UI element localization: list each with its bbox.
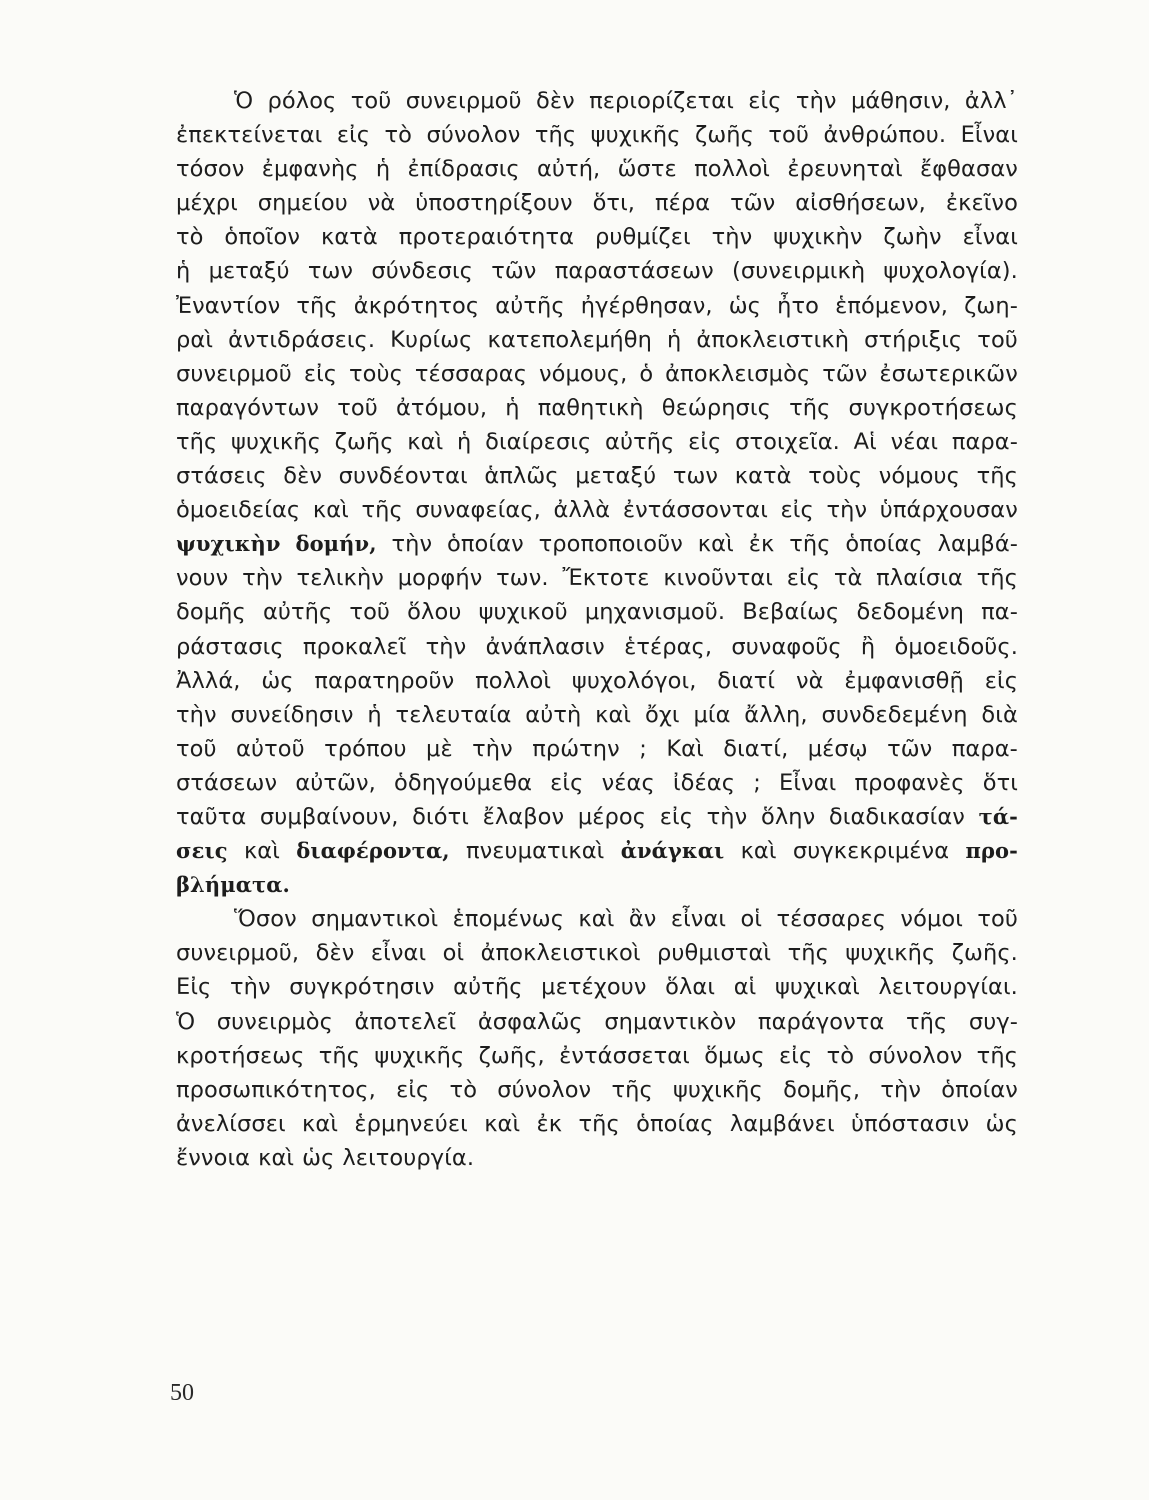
text-line: στάσεων αὐτῶν, ὁδηγούμεθα εἰς νέας ἰδέας ; Εἶναι προφανὲς ὅτι [176,769,1018,796]
text-line: τόσον ἐμφανὴς ἡ ἐπίδρασις αὐτή, ὥστε πολλοὶ ἐρευνηταὶ ἔφθασαν [176,156,1018,183]
text-line: σεις καὶ διαφέροντα, πνευματικαὶ ἀνάγκαι καὶ συγκεκριμένα προ- [176,838,1018,865]
text-line: μέχρι σημείου νὰ ὑποστηρίξουν ὅτι, πέρα τῶν αἰσθήσεων, ἐκεῖνο [176,190,1018,217]
text-line: προσωπικότητος, εἰς τὸ σύνολον τῆς ψυχικῆς δομῆς, τὴν ὁποίαν [176,1076,1018,1103]
text-line: συνειρμοῦ εἰς τοὺς τέσσαρας νόμους, ὁ ἀποκλεισμὸς τῶν ἐσωτερικῶν [176,360,1018,387]
text-line: ἀνελίσσει καὶ ἑρμηνεύει καὶ ἐκ τῆς ὁποίας λαμβάνει ὑπόστασιν ὡς [176,1110,1018,1137]
text-line: νουν τὴν τελικὴν μορφήν των. Ἔκτοτε κινοῦνται εἰς τὰ πλαίσια τῆς [176,565,1018,592]
text-line: ράστασις προκαλεῖ τὴν ἀνάπλασιν ἑτέρας, συναφοῦς ἢ ὁμοειδοῦς. [176,633,1018,660]
text-line: Ὁ ρόλος τοῦ συνειρμοῦ δὲν περιορίζεται εἰς τὴν μάθησιν, ἀλλ᾽ [234,88,1018,114]
text-line: τοῦ αὐτοῦ τρόπου μὲ τὴν πρώτην ; Καὶ διατί, μέσῳ τῶν παρα- [176,735,1018,762]
text-line: Ἀλλά, ὡς παρατηροῦν πολλοὶ ψυχολόγοι, διατί νὰ ἐμφανισθῇ εἰς [176,667,1018,694]
text-line: ἐπεκτείνεται εἰς τὸ σύνολον τῆς ψυχικῆς ζωῆς τοῦ ἀνθρώπου. Εἶναι [176,122,1018,149]
text-line: δομῆς αὐτῆς τοῦ ὅλου ψυχικοῦ μηχανισμοῦ. Βεβαίως δεδομένη πα- [176,599,1018,626]
text-line: ψυχικὴν δομήν, τὴν ὁποίαν τροποποιοῦν καὶ ἐκ τῆς ὁποίας λαμβά- [176,531,1018,558]
text-line: στάσεις δὲν συνδέονται ἁπλῶς μεταξύ των κατὰ τοὺς νόμους τῆς [176,463,1018,490]
text-line: τῆς ψυχικῆς ζωῆς καὶ ἡ διαίρεσις αὐτῆς εἰς στοιχεῖα. Αἱ νέαι παρα- [176,428,1018,455]
text-line: ὁμοειδείας καὶ τῆς συναφείας, ἀλλὰ ἐντάσσονται εἰς τὴν ὑπάρχουσαν [176,497,1018,524]
body-text [176,88,1018,1179]
text-line: ἔννοια καὶ ὡς λειτουργία. [176,1144,475,1171]
text-line: τὴν συνείδησιν ἡ τελευταία αὐτὴ καὶ ὄχι μία ἄλλη, συνδεδεμένη διὰ [176,701,1018,728]
text-line: κροτήσεως τῆς ψυχικῆς ζωῆς, ἐντάσσεται ὅμως εἰς τὸ σύνολον τῆς [176,1042,1018,1069]
text-line: βλήματα. [176,872,290,898]
text-line: τὸ ὁποῖον κατὰ προτεραιότητα ρυθμίζει τὴν ψυχικὴν ζωὴν εἶναι [176,224,1018,251]
text-line: Ἐναντίον τῆς ἀκρότητος αὐτῆς ἠγέρθησαν, ὡς ἦτο ἑπόμενον, ζωη- [176,292,1018,319]
text-line: συνειρμοῦ, δὲν εἶναι οἱ ἀποκλειστικοὶ ρυθμισταὶ τῆς ψυχικῆς ζωῆς. [176,940,1018,967]
text-line: ταῦτα συμβαίνουν, διότι ἔλαβον μέρος εἰς τὴν ὅλην διαδικασίαν τά- [176,803,1018,830]
text-line: Ὅσον σημαντικοὶ ἑπομένως καὶ ἂν εἶναι οἱ τέσσαρες νόμοι τοῦ [234,906,1018,933]
text-line: ραὶ ἀντιδράσεις. Κυρίως κατεπολεμήθη ἡ ἀποκλειστικὴ στήριξις τοῦ [176,326,1018,353]
text-line: ἡ μεταξύ των σύνδεσις τῶν παραστάσεων (συνειρμικὴ ψυχολογία). [176,258,1018,285]
text-line: παραγόντων τοῦ ἀτόμου, ἡ παθητικὴ θεώρησις τῆς συγκροτήσεως [176,394,1018,421]
text-line: Ὁ συνειρμὸς ἀποτελεῖ ἀσφαλῶς σημαντικὸν παράγοντα τῆς συγ- [176,1008,1018,1035]
page-number: 50 [170,1380,194,1406]
text-line: Εἰς τὴν συγκρότησιν αὐτῆς μετέχουν ὅλαι αἱ ψυχικαὶ λειτουργίαι. [176,974,1018,1001]
